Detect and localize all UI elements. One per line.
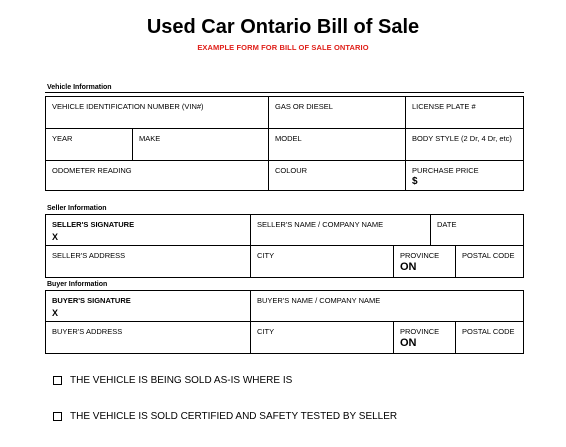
body-style-field[interactable] (406, 129, 523, 161)
make-label: MAKE (139, 134, 161, 143)
colour-label: COLOUR (275, 166, 308, 175)
seller-name-label: SELLER'S NAME / COMPANY NAME (257, 220, 384, 229)
form-subtitle: EXAMPLE FORM FOR BILL OF SALE ONTARIO (197, 43, 369, 52)
colour-field[interactable] (269, 161, 406, 190)
form-title: Used Car Ontario Bill of Sale (146, 16, 420, 38)
seller-address-field[interactable] (46, 246, 251, 277)
buyer-postal-label: POSTAL CODE (462, 327, 515, 336)
seller-city-label: CITY (257, 251, 275, 260)
seller-date-field[interactable] (431, 215, 523, 246)
seller-signature-label: SELLER'S SIGNATURE (52, 220, 135, 229)
buyer-name-field[interactable] (251, 291, 523, 322)
vin-label: VEHICLE IDENTIFICATION NUMBER (VIN#) (52, 102, 204, 111)
body-style-label: BODY STYLE (2 Dr, 4 Dr, etc) (412, 134, 512, 143)
odometer-label: ODOMETER READING (52, 166, 132, 175)
buyer-province-field[interactable] (394, 322, 456, 353)
fuel-field[interactable] (269, 97, 406, 129)
buyer-city-label: CITY (257, 327, 275, 336)
odometer-field[interactable] (46, 161, 269, 190)
buyer-name-label: BUYER'S NAME / COMPANY NAME (257, 296, 381, 305)
vehicle-table (45, 96, 524, 191)
buyer-table (45, 290, 524, 354)
buyer-postal-field[interactable] (456, 322, 523, 353)
seller-province-label: PROVINCE (400, 251, 440, 260)
seller-postal-field[interactable] (456, 246, 523, 277)
seller-name-field[interactable] (251, 215, 431, 246)
buyer-signature-mark: X (52, 308, 59, 318)
vehicle-section-label: Vehicle Information (47, 84, 112, 91)
seller-signature-mark: X (52, 232, 59, 242)
price-field[interactable] (406, 161, 523, 190)
year-label: YEAR (52, 134, 73, 143)
certified-option (53, 411, 397, 422)
as-is-checkbox[interactable] (53, 376, 62, 385)
seller-province-field[interactable] (394, 246, 456, 277)
seller-section-label: Seller Information (47, 205, 107, 212)
seller-province-value: ON (400, 261, 417, 273)
seller-table (45, 214, 524, 278)
plate-field[interactable] (406, 97, 523, 129)
as-is-label: THE VEHICLE IS BEING SOLD AS-IS WHERE IS (70, 375, 293, 386)
buyer-signature-field[interactable] (46, 291, 251, 322)
seller-date-label: DATE (437, 220, 457, 229)
fuel-label: GAS OR DIESEL (275, 102, 333, 111)
buyer-province-label: PROVINCE (400, 327, 440, 336)
as-is-option (53, 375, 292, 386)
vehicle-section-rule (45, 92, 524, 93)
seller-postal-label: POSTAL CODE (462, 251, 515, 260)
buyer-address-label: BUYER'S ADDRESS (52, 327, 123, 336)
buyer-city-field[interactable] (251, 322, 394, 353)
model-label: MODEL (275, 134, 302, 143)
model-field[interactable] (269, 129, 406, 161)
plate-label: LICENSE PLATE # (412, 102, 476, 111)
year-field[interactable] (46, 129, 133, 161)
buyer-province-value: ON (400, 337, 417, 349)
certified-label: THE VEHICLE IS SOLD CERTIFIED AND SAFETY TESTED BY SELLER (70, 411, 398, 422)
buyer-address-field[interactable] (46, 322, 251, 353)
seller-city-field[interactable] (251, 246, 394, 277)
vin-field[interactable] (46, 97, 269, 129)
seller-signature-field[interactable] (46, 215, 251, 246)
make-field[interactable] (133, 129, 269, 161)
certified-checkbox[interactable] (53, 412, 62, 421)
buyer-signature-label: BUYER'S SIGNATURE (52, 296, 131, 305)
seller-address-label: SELLER'S ADDRESS (52, 251, 126, 260)
price-symbol: $ (412, 176, 418, 187)
buyer-section-label: Buyer Information (47, 281, 108, 288)
price-label: PURCHASE PRICE (412, 166, 479, 175)
